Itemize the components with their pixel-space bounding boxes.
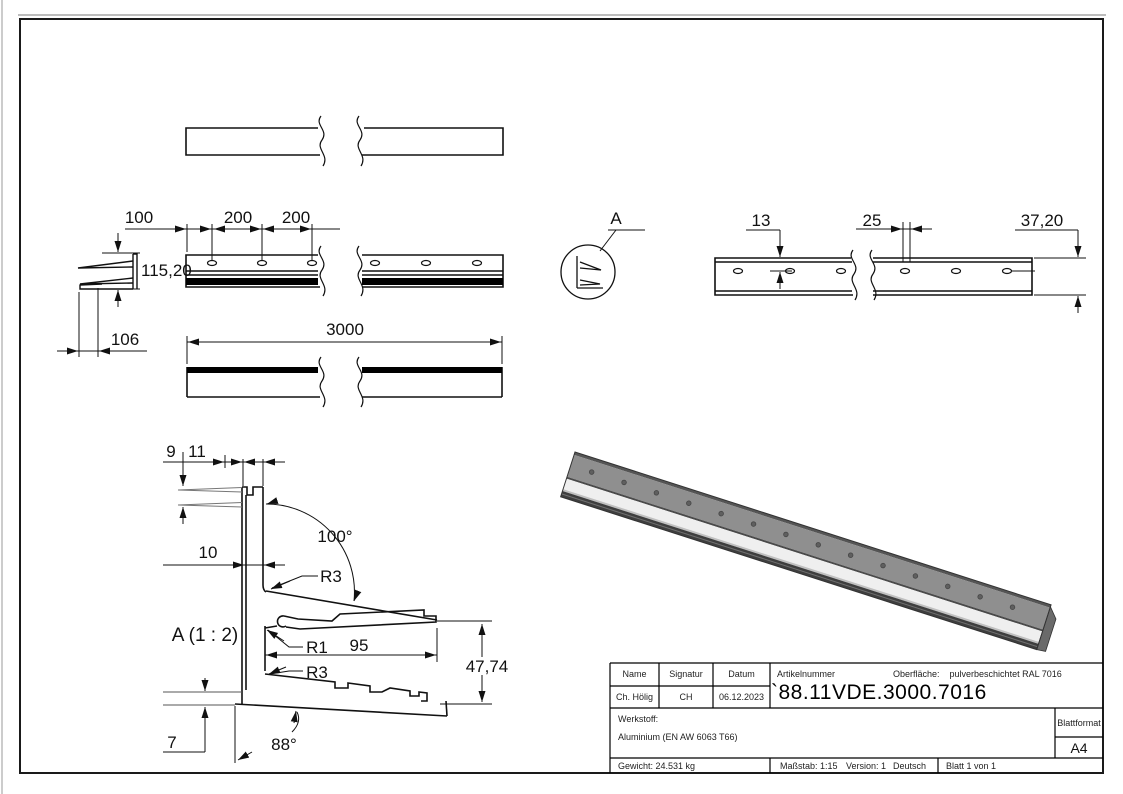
dim-3720-label: 37,20 [1020, 211, 1064, 230]
tb-blattformat-value: A4 [1070, 740, 1088, 756]
detail-a-fins [178, 488, 242, 508]
dim-200a-label: 200 [223, 208, 253, 227]
tb-label-artikelnummer: Artikelnummer [777, 669, 836, 679]
dim-25-label: 25 [862, 211, 882, 230]
tb-value-datum: 06.12.2023 [718, 692, 765, 702]
detail-view-title: A (1 : 2) [171, 625, 239, 646]
dim-13-label: 13 [751, 211, 771, 230]
dim-9-label: 9 [166, 442, 176, 461]
dim-3000-label: 3000 [326, 320, 364, 339]
tb-header-signatur: Signatur [669, 669, 703, 679]
dim-95-label: 95 [349, 636, 369, 655]
view-right-elevation [715, 211, 1086, 313]
tb-oberflaeche-label: Oberfläche: [893, 669, 940, 679]
dim-100-label: 100 [124, 208, 154, 227]
view-front-elevation [125, 208, 503, 296]
tb-oberflaeche [893, 669, 1062, 679]
dim-100deg-label: 100° [317, 527, 353, 546]
dim-7-label: 7 [167, 733, 177, 752]
tb-blatt: Blatt 1 von 1 [946, 761, 997, 771]
title-block-grid [610, 663, 1103, 773]
dim-r3-lower-label: R3 [306, 663, 328, 682]
dim-106-label: 106 [110, 330, 140, 349]
mounting-holes [208, 261, 482, 266]
detail-a-profile [235, 487, 447, 716]
tb-werkstoff-label: Werkstoff: [618, 714, 659, 724]
tb-massstab: Maßstab: 1:15 [780, 761, 838, 771]
view-bottom [187, 320, 502, 407]
dim-11-label: 11 [188, 442, 206, 461]
tb-gewicht: Gewicht: 24.531 kg [618, 761, 696, 771]
detail-callout [561, 209, 645, 299]
dim-200b-label: 200 [281, 208, 311, 227]
tb-version: Version: 1 [846, 761, 887, 771]
tb-sprache: Deutsch [893, 761, 927, 771]
tb-blattformat-label: Blattformat [1057, 718, 1101, 728]
tb-werkstoff-value: Aluminium (EN AW 6063 T66) [618, 732, 738, 742]
section-left [57, 233, 192, 357]
detail-a-view [163, 442, 519, 763]
view-top-plan [186, 116, 503, 166]
tb-oberflaeche-value: pulverbeschichtet RAL 7016 [949, 669, 1062, 679]
dim-length [187, 336, 502, 364]
tb-header-name: Name [622, 669, 647, 679]
detail-marker-label: A [610, 209, 622, 228]
tb-value-name: Ch. Hölig [615, 692, 653, 702]
dim-88deg-label: 88° [271, 735, 297, 754]
dim-r3-upper-label: R3 [320, 567, 342, 586]
tb-artikelnummer-big: `88.11VDE.3000.7016 [771, 681, 987, 704]
dim-4774-label: 47,74 [465, 657, 509, 676]
drawing-frame [20, 19, 1103, 773]
dim-right-view [746, 222, 1086, 313]
dim-10-label: 10 [198, 543, 218, 562]
tb-value-signatur: CH [679, 692, 693, 702]
dim-11520-label: 115,20 [141, 261, 192, 280]
dim-r1-label: R1 [306, 638, 328, 657]
render-3d [561, 452, 1060, 652]
tb-header-datum: Datum [728, 669, 755, 679]
